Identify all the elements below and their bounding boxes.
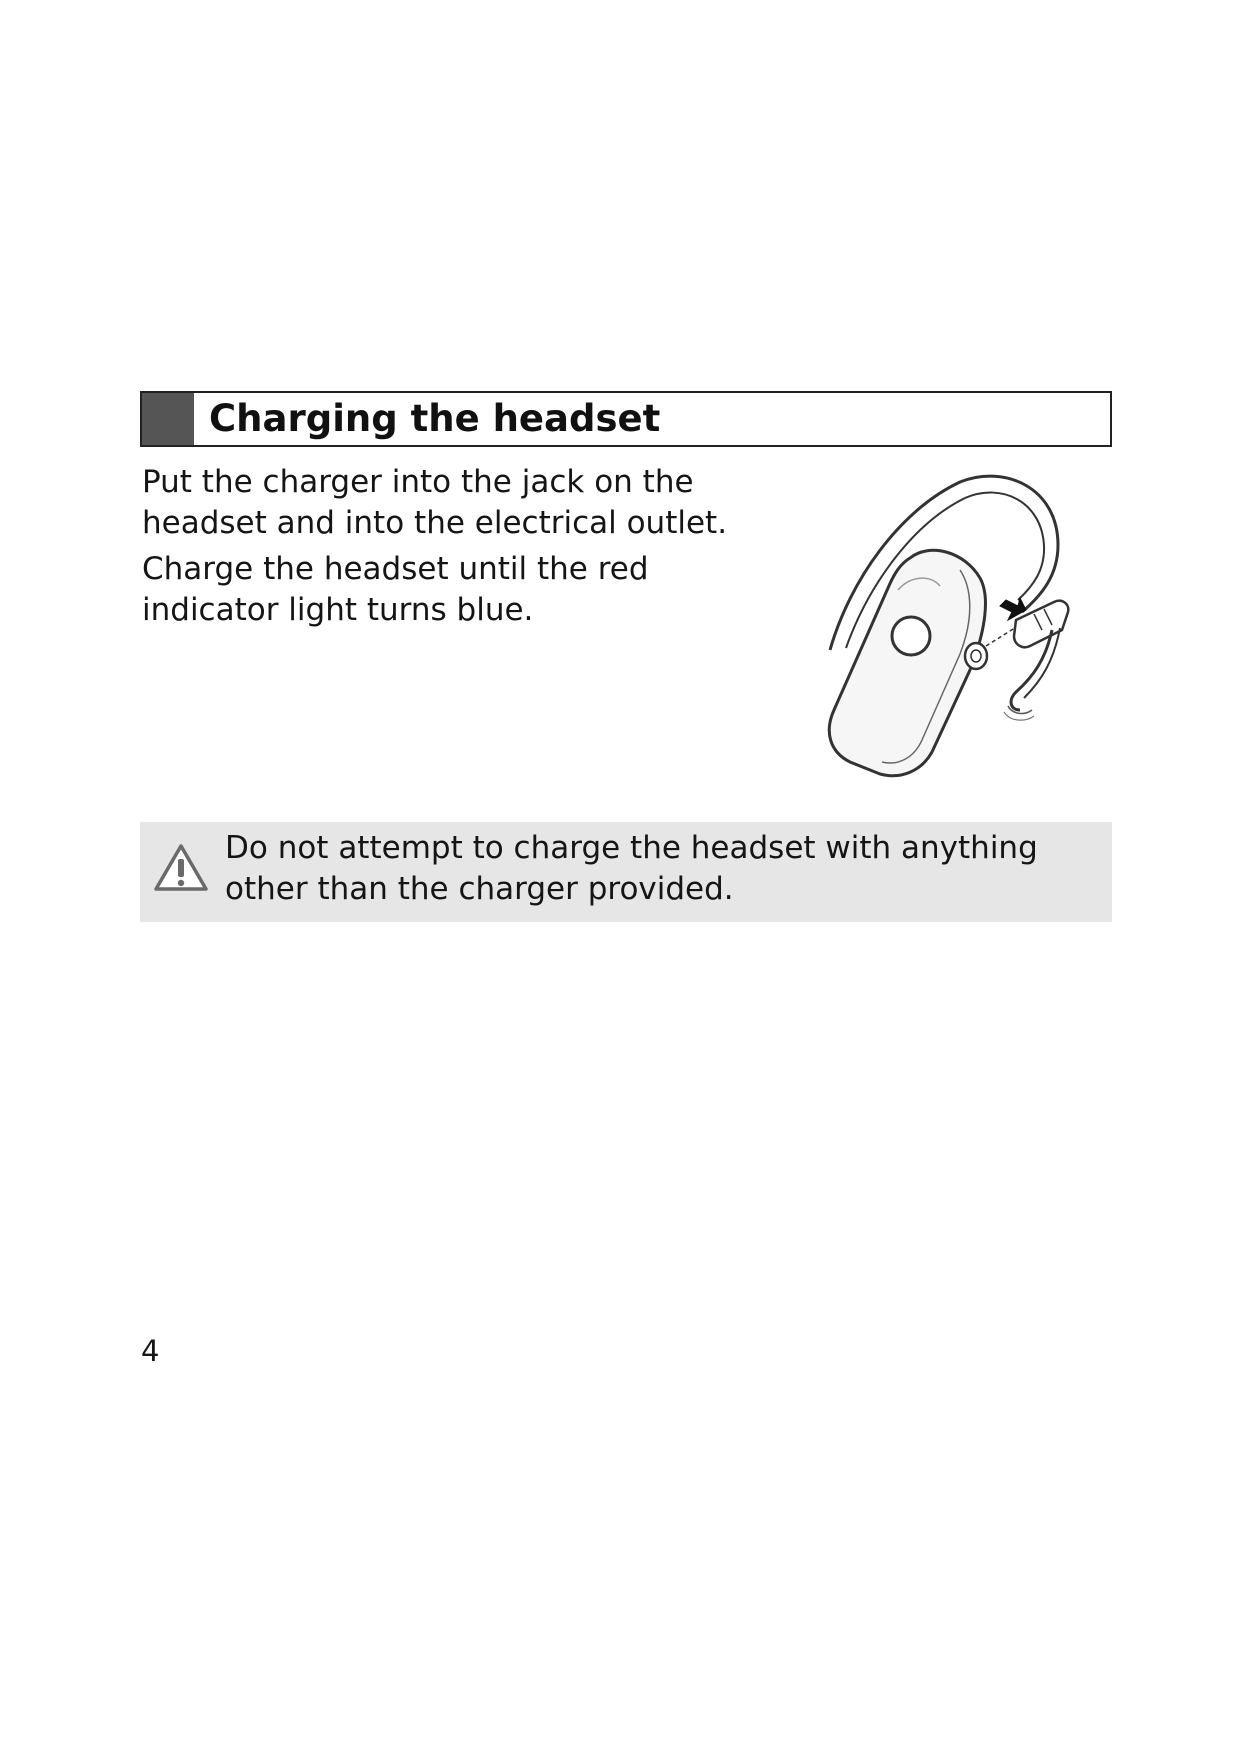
warning-note <box>140 822 1112 922</box>
charging-jack <box>965 643 987 669</box>
headset-body <box>829 550 985 775</box>
warning-triangle-icon <box>152 842 210 894</box>
section-header <box>140 391 1112 447</box>
section-header-marker <box>142 393 194 445</box>
instruction-paragraph-2: Charge the headset until the red indicator light turns blue. <box>142 551 649 628</box>
headset-button <box>892 617 930 655</box>
page-number: 4 <box>141 1334 160 1368</box>
instruction-paragraph-1: Put the charger into the jack on the headset and into the electrical outlet. <box>142 464 728 541</box>
warning-text: Do not attempt to charge the headset with anything other than the charger provided. <box>225 830 1038 907</box>
section-title: Charging the headset <box>209 397 661 440</box>
headset-charging-illustration <box>790 470 1120 800</box>
